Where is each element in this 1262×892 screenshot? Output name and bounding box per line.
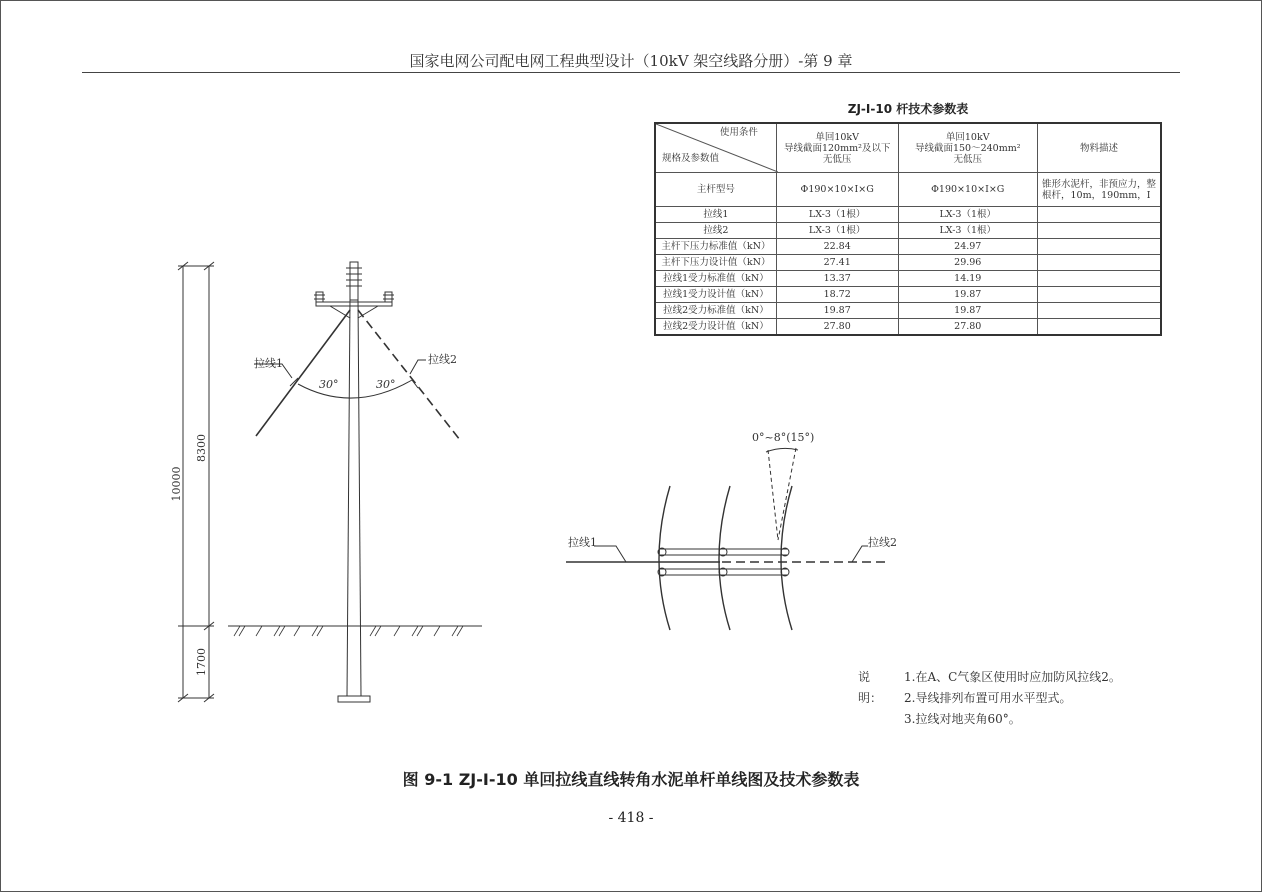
- leader-line: [594, 546, 626, 562]
- pole-base: [338, 696, 370, 702]
- plan-labels: [568, 431, 897, 549]
- leader-line: [852, 546, 868, 562]
- note-item: 1.在A、C气象区使用时应加防风拉线2。: [904, 670, 1121, 684]
- angle-ref-line: [778, 448, 796, 540]
- guy-wire-2: [358, 310, 460, 440]
- plan-guy2-label: 拉线2: [868, 536, 897, 549]
- pole-shaft-right: [358, 300, 361, 696]
- plan-angle-arc: [766, 448, 798, 452]
- header-col1: 单回10kV 导线截面120mm²及以下 无低压: [776, 123, 898, 173]
- conductor-line: [659, 486, 670, 630]
- table-row: 拉线1受力标准值（kN） 13.37 14.19: [655, 271, 1161, 287]
- angle-right-label: 30°: [376, 378, 396, 391]
- plan-angle-label: 0°~8°(15°): [752, 431, 815, 444]
- corner-lower-label: 规格及参数值: [662, 153, 720, 164]
- angle-left-label: 30°: [319, 378, 339, 391]
- note-item: 3.拉线对地夹角60°。: [904, 712, 1021, 726]
- running-head: 国家电网公司配电网工程典型设计（10kV 架空线路分册）-第 9 章: [409, 52, 853, 70]
- leader-line: [410, 360, 426, 374]
- table-row: 拉线1受力设计值（kN） 18.72 19.87: [655, 287, 1161, 303]
- angle-ref-line: [768, 450, 778, 540]
- notes-items: [904, 667, 1121, 730]
- header-col2: 单回10kV 导线截面150～240mm² 无低压: [898, 123, 1038, 173]
- conductor-line: [719, 486, 730, 630]
- header-col3: 物料描述: [1038, 123, 1161, 173]
- page-number: - 418 -: [608, 810, 654, 826]
- figure-caption: 图 9-1 ZJ-I-10 单回拉线直线转角水泥单杆单线图及技术参数表: [402, 770, 860, 789]
- table-row: 拉线2受力设计值（kN） 27.80 27.80: [655, 319, 1161, 335]
- guy-wire-1: [256, 310, 350, 436]
- table-row: 拉线2受力标准值（kN） 19.87 19.87: [655, 303, 1161, 319]
- plan-guy1-label: 拉线1: [568, 536, 597, 549]
- elevation-labels: [170, 352, 457, 676]
- table-row: 主杆型号 Φ190×10×I×G Φ190×10×I×G 锥形水泥杆，非预应力，整根杆，10m，190mm，I: [655, 173, 1161, 207]
- pole-shaft-left: [347, 300, 350, 696]
- table-row: 主杆下压力标准值（kN） 22.84 24.97: [655, 239, 1161, 255]
- corner-upper-label: 使用条件: [719, 127, 758, 138]
- dim-below: 1700: [195, 648, 208, 676]
- pole-elevation: [178, 262, 482, 702]
- insulator-icon: [314, 262, 394, 302]
- plan-view: [566, 448, 888, 630]
- table-row: 拉线2 LX-3（1根） LX-3（1根）: [655, 223, 1161, 239]
- note-item: 2.导线排列布置可用水平型式。: [904, 691, 1072, 705]
- table-title: ZJ-I-10 杆技术参数表: [847, 102, 969, 116]
- dimension-lines: [178, 262, 214, 702]
- dim-above: 8300: [195, 434, 208, 462]
- guy1-label: 拉线1: [254, 357, 283, 370]
- conductor-line: [781, 486, 792, 630]
- notes-label: 说明：: [858, 670, 883, 705]
- cross-arm: [316, 302, 392, 306]
- dim-total: 10000: [170, 466, 183, 502]
- ground-hatch: [234, 626, 463, 636]
- guy2-label: 拉线2: [428, 353, 457, 366]
- table-row: 拉线1 LX-3（1根） LX-3（1根）: [655, 207, 1161, 223]
- table-row: 主杆下压力设计值（kN） 27.41 29.96: [655, 255, 1161, 271]
